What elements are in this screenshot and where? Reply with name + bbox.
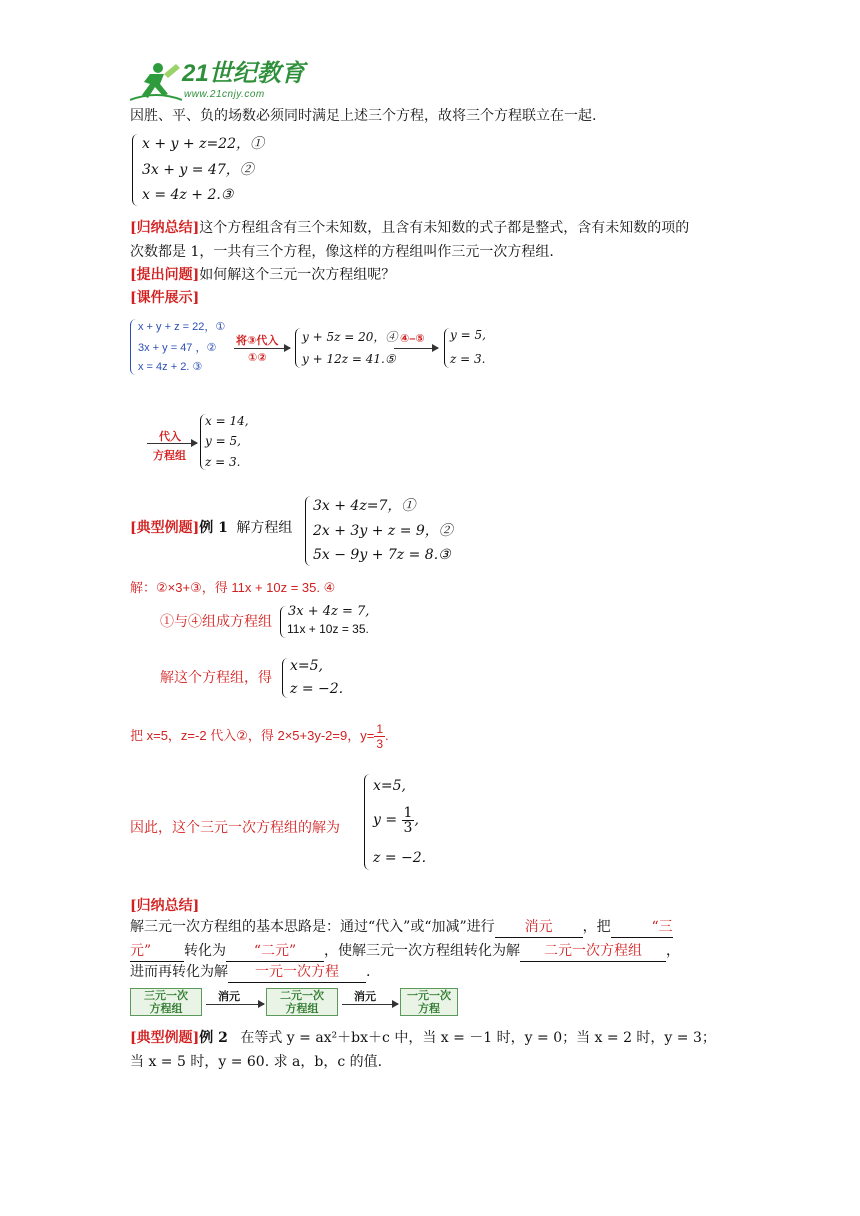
- solution-line-2-prefix: ①与④组成方程组: [160, 614, 272, 630]
- summary-2-p6: 进而再转化为解: [130, 964, 228, 980]
- slide-2-sys-2: y = 5,: [205, 434, 241, 448]
- final-z: z = −2.: [373, 850, 427, 866]
- summary-2-line-2: [130, 941, 680, 962]
- solution-line-4-numerator: 1: [376, 722, 383, 737]
- solution-line-2-system: [280, 604, 420, 640]
- final-brace: [364, 774, 371, 870]
- question-line: [130, 265, 395, 285]
- example-2-tag: [典型例题]: [130, 1030, 200, 1046]
- slide-1-sys-c-1: y = 5,: [450, 328, 486, 342]
- solution-line-4-prefix: 把 x=5，z=-2 代入②，得 2×5+3y-2=9，y=: [130, 728, 375, 743]
- logo-brand: 21世纪教育: [182, 60, 305, 87]
- example-1-eq-1: 3x + 4z=7，①: [313, 498, 416, 514]
- summary-2-blank-1: 消元: [495, 917, 583, 938]
- slide-2-arrow-top: 代入: [159, 431, 181, 443]
- slide-2-sys-3: z = 3.: [205, 455, 241, 469]
- example-2-line-1: [130, 1028, 716, 1048]
- summary-2-p5: ，: [666, 943, 680, 959]
- summary-2-p4: ，使解三元一次方程组转化为解: [324, 943, 520, 959]
- system-1-eq-2: 3x + y = 47，②: [142, 162, 254, 178]
- slide-1-sys-b-2: y + 12z = 41.⑤: [302, 352, 396, 366]
- example-2-text-1: 在等式 y = ax²＋bx＋c 中，当 x = －1 时，y = 0；当 x = 2 时，y = 3；: [240, 1030, 716, 1046]
- flow-box-3-line-2: 方程: [418, 1003, 440, 1015]
- slide-2-arrow-bottom: 方程组: [153, 450, 186, 462]
- slide-1-brace-b: [295, 328, 301, 368]
- slide-1-sys-a-1: x + y + z = 22，①: [138, 321, 226, 333]
- final-y: [373, 802, 419, 838]
- example-1-label: 例 1: [199, 520, 228, 536]
- example-1-brace: [305, 496, 312, 566]
- final-y-suffix: ,: [414, 812, 419, 828]
- slide-2: [145, 412, 265, 472]
- final-system: [364, 772, 444, 872]
- flow-arrow-1-label: 消元: [218, 991, 240, 1003]
- example-2-line-2: 当 x = 5 时，y = 60. 求 a，b，c 的值.: [130, 1054, 383, 1070]
- solution-line-1: 解：②×3+③，得 11x + 10z = 35. ④: [130, 580, 336, 595]
- solution-line-4-suffix: .: [385, 728, 389, 743]
- summary-2-blank-5: 一元一次方程: [228, 962, 366, 983]
- summary-1-line-1: [130, 218, 689, 238]
- slide-1-arrow-2-top: ④–⑤: [400, 333, 425, 345]
- flow-box-3-line-1: 一元一次: [407, 990, 451, 1002]
- solution-line-4: [130, 718, 389, 754]
- example-1-tag: [典型例题]: [130, 520, 200, 536]
- logo: [130, 58, 310, 106]
- slide-1-arrow-2: [394, 348, 438, 349]
- slide-1-arrow-1-top: 将③代入: [236, 335, 279, 347]
- flow-box-1: [130, 988, 202, 1016]
- final-y-denominator: 3: [403, 819, 413, 836]
- flow-box-2-line-1: 二元一次: [280, 990, 324, 1002]
- slide-2-arrow: [147, 443, 197, 444]
- slide-1-sys-b-1: y + 5z = 20，④: [302, 330, 398, 344]
- summary-2-p1: 解三元一次方程组的基本思路是：通过“代入”或“加减”进行: [130, 919, 495, 935]
- question-tag: [提出问题]: [130, 267, 200, 283]
- summary-1-tag: [归纳总结]: [130, 220, 200, 236]
- flow-arrow-2: [342, 1004, 398, 1005]
- summary-2-blank-2a: “三: [611, 917, 673, 938]
- example-1-system: [305, 494, 465, 568]
- slide-2-sys-1: x = 14,: [205, 414, 249, 428]
- system-1: [130, 132, 330, 210]
- summary-2-p7: .: [366, 964, 371, 980]
- flow-arrow-2-label: 消元: [354, 991, 376, 1003]
- slide-1-arrow-1: [234, 348, 290, 349]
- system-1-eq-1: x + y + z=22，①: [142, 136, 264, 152]
- system-1-eq-3: x = 4z + 2.③: [142, 187, 234, 203]
- final-y-prefix: y =: [373, 812, 398, 828]
- slide-1-brace-a: [130, 319, 136, 375]
- flow-arrow-1: [206, 1004, 264, 1005]
- flow-box-2-line-2: 方程组: [285, 1003, 319, 1015]
- flow-box-1-line-2: 方程组: [149, 1003, 183, 1015]
- slide-1-arrow-1-bottom: ①②: [248, 352, 267, 364]
- solution-line-4-denominator: 3: [376, 737, 383, 752]
- example-2-label: 例 2: [199, 1030, 228, 1046]
- slide-1-sys-a-2: 3x + y = 47 ，②: [138, 342, 217, 354]
- solution-line-3-eq-1: x=5,: [290, 658, 323, 674]
- summary-1-line-2: 次数都是 1，一共有三个方程，像这样的方程组叫作三元一次方程组.: [130, 244, 554, 260]
- final-y-fraction: [402, 806, 415, 835]
- flow-box-3: [400, 988, 458, 1016]
- solution-line-3-eq-2: z = −2.: [290, 681, 344, 697]
- final-y-numerator: 1: [403, 804, 413, 821]
- logo-url: www.21cnjy.com: [184, 89, 265, 100]
- solution-line-3-prefix: 解这个方程组，得: [160, 670, 272, 686]
- courseware-tag: [课件展示]: [130, 290, 200, 306]
- summary-2-p3: 转化为: [184, 943, 226, 959]
- solution-line-2-brace: [280, 606, 286, 638]
- summary-2-tag: [归纳总结]: [130, 898, 200, 914]
- example-1-eq-3: 5x − 9y + 7z = 8.③: [313, 547, 451, 563]
- slide-1: [128, 316, 488, 378]
- summary-2-blank-3: “二元”: [226, 941, 324, 962]
- slide-1-sys-c-2: z = 3.: [450, 352, 486, 366]
- solution-line-2-eq-1: 3x + 4z = 7,: [288, 604, 370, 619]
- solution-line-4-fraction: [374, 722, 385, 751]
- example-1-prompt: 解方程组: [236, 520, 293, 536]
- summary-2-line-1: [130, 917, 673, 938]
- slide-1-sys-a-3: x = 4z + 2. ③: [138, 361, 203, 373]
- flow-box-1-line-1: 三元一次: [144, 990, 188, 1002]
- example-1-heading: [130, 518, 292, 538]
- summary-2-blank-4: 二元一次方程组: [520, 941, 666, 962]
- solution-line-3-brace: [282, 658, 288, 698]
- intro-line: 因胜、平、负的场数必须同时满足上述三个方程，故将三个方程联立在一起.: [130, 108, 597, 124]
- summary-1-text-1: 这个方程组含有三个未知数，且含有未知数的式子都是整式，含有未知数的项的: [199, 220, 690, 236]
- solution-line-3-system: [282, 656, 362, 700]
- solution-line-2-eq-2: 11x + 10z = 35.: [287, 622, 369, 636]
- question-text: 如何解这个三元一次方程组呢？: [199, 267, 396, 283]
- final-x: x=5,: [373, 778, 406, 794]
- summary-2-p2: ，把: [582, 919, 611, 935]
- runner-logo-icon: [130, 60, 182, 104]
- system-1-brace: [132, 134, 139, 206]
- flow-diagram: [130, 987, 460, 1019]
- example-1-eq-2: 2x + 3y + z = 9，②: [313, 523, 453, 539]
- summary-2-blank-2b: 元”: [130, 941, 184, 962]
- summary-2-line-3: [130, 962, 370, 983]
- final-prefix: 因此，这个三元一次方程组的解为: [130, 820, 340, 836]
- flow-box-2: [266, 988, 338, 1016]
